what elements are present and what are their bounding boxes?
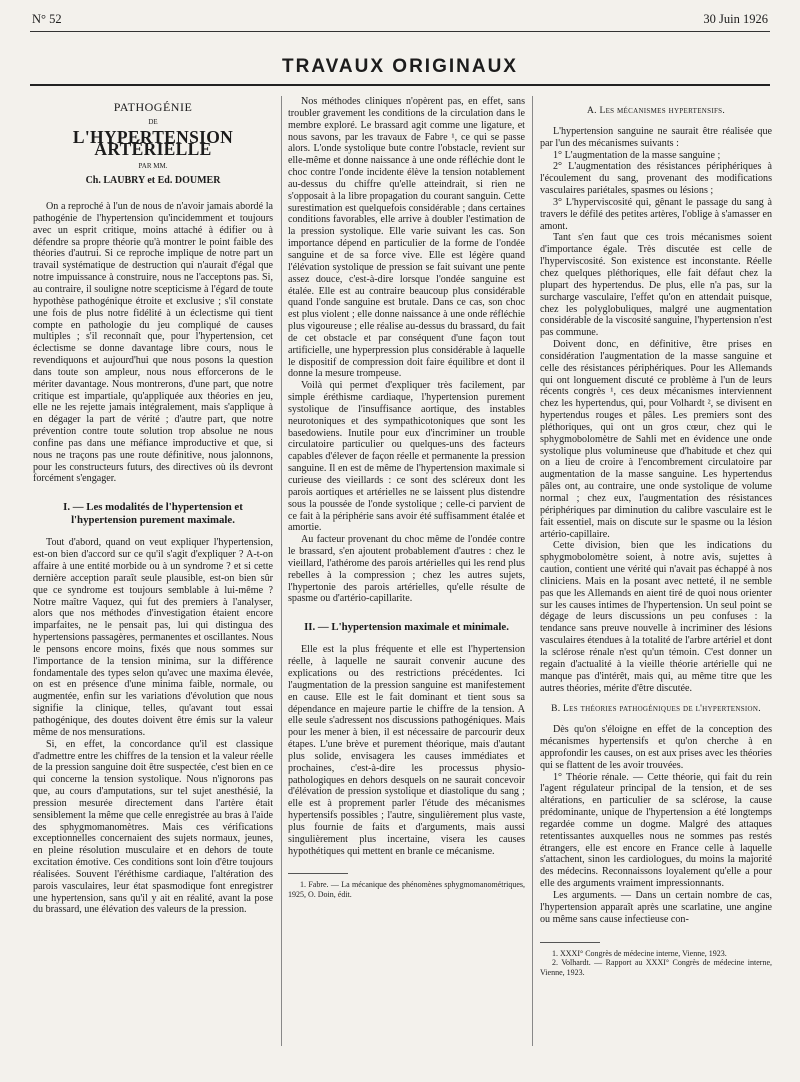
subsection-heading: B. Les théories pathogéniques de l'hypertension.: [551, 704, 761, 715]
article-title: L'HYPERTENSION ARTÉRIELLE: [72, 126, 234, 159]
header-rule: [30, 31, 770, 32]
footnote-rule: [288, 873, 348, 874]
column-3: [540, 96, 772, 1056]
running-header: [32, 12, 768, 28]
issue-date: 30 Juin 1926: [703, 12, 768, 26]
section-title: TRAVAUX ORIGINAUX: [282, 56, 518, 77]
article-authors: Ch. LAUBRY et Ed. DOUMER: [85, 175, 221, 187]
paragraph: Au facteur provenant du choc même de l'ondée contre le brassard, s'en ajoutent probablement d'autres : chez le vieillard, l'athérome des parois artérielles qui les rend plus rebelles à la compression ; chez les autres sujets, l'hypertonie des parois artérielles, qu'elle résulte de spasme ou d'artério-capillarite.: [288, 534, 525, 605]
paragraph: Tout d'abord, quand on veut expliquer l'hypertension, est-on bien d'accord sur ce qu'il s'agit d'expliquer ? A-t-on affaire à une entité morbide ou à un syndrome ? et si cette dernière acception paraît seule plausible, est-on bien sûr que ce syndrome est toujours semblable à lui-même ? Notre maître Vaquez, qui fut des premiers à l'analyser, alors que nos méthodes d'investigation étaient encore imparfaites, ne le pensait pas, lui qui distingua des hypertensions passagères, permanentes et oscillantes. Nous le pensons encore moins, fixés que nous sommes sur l'importance de la tension minima, sur la différence fondamentale des types selon qu'avec une maxima élevée, on est en présence d'une minima faible, normale, ou augmentée, enfin sur les variations d'évolution que nous signifie la clinique, telles, qu'avant tout essai pathogénique, des doutes doivent être émis sur la valeur même de nos mensurations.: [33, 537, 273, 738]
paragraph: Voilà qui permet d'expliquer très facilement, par simple éréthisme cardiaque, l'hypertension purement systolique de l'insuffisance aortique, des instables neurotoniques et des sympathicotoniques que sont les basedowiens. Inutile pour eux d'incriminer un trouble circulatoire particulier ou quelques-uns des facteurs capables d'élever de façon réelle et permanente la pression sanguine. Il en est de même de l'hypertension maximale si curieuse des vieillards : ce sont des scléreux dont les parois aortiques et artérielles ne se laissent plus distendre sous la poussée de l'onde systolique ; celle-ci parvient de ce fait à la périphérie sans avoir été suffisamment étalée et amortie.: [288, 380, 525, 534]
paragraph: Nos méthodes cliniques n'opèrent pas, en effet, sans troubler gravement les conditions de la circulation dans le membre exploré. Le brassard agit comme une ligature, et nous savons, par les travaux de Fabre ¹, ce qui se passe alors. L'onde systolique bute contre l'obstacle, revient sur elle-même et donne naissance à une onde réfléchie dont le choc contre l'onde incidente élève la tension notablement au-dessus du chiffre qu'elle atteindrait, si rien ne s'opposait à la libre propagation du courant sanguin. Cette surestimation est quelquefois considérable ; dans certaines conditions favorables, elle arrive à doubler l'estimation de la pression systolique. Elle varie suivant les cas. Son importance dépend en particulier de la forme de l'ondée sanguine et de sa force vive. Elle est légère quand l'élévation systolique de pression se fait suivant une pente assez douce, c'est-à-dire lorsque l'ondée sanguine est étalée. Elle est au contraire beaucoup plus considérable quand l'onde sanguine est brutale. Dans ce cas, son choc est plus violent ; elle donne naissance à une onde réfléchie plus vigoureuse ; elle réalise au-dessus du brassard, du fait de cet obstacle et par conséquent d'une façon tout artificielle, une hyperpression plus considérable à laquelle le dispositif de compression doit faire équilibre et dont il donne la mesure trompeuse.: [288, 96, 525, 380]
paragraph: Doivent donc, en définitive, être prises en considération l'augmentation de la masse sanguine et celle des résistances périphériques. Pour les Allemands qui ont longuement discuté ce problème à l'un de leurs récents congrès ¹, ces deux mécanismes interviennent chez les hypertendus, qui, pour Volhardt ², se divisent en hypertendus rouges et pâles. Les premiers sont des pléthoriques, qui ont un gros cœur, chez qui le sphygmobolomètre de Sahli met en évidence une onde systolique plus volumineuse que d'habitude et chez qui on a lieu de croire à l'encombrement circulatoire par augmentation de la masse sanguine. Les hypertendus pâles ont, au contraire, une onde systolique de volume normal ; chez eux, l'augmentation des résistances périphériques par diminution du calibre vasculaire est le fait essentiel, mais on discute sur le spasme ou la lésion artério-capillaire.: [540, 339, 772, 540]
column-2: [288, 96, 525, 1056]
paragraph: On a reproché à l'un de nous de n'avoir jamais abordé la pathogénie de l'hypertension qu'incidemment et toujours avec un esprit critique, moins attaché à édifier ou à défendre sa propre théorie qu'à montrer le point faible des théories d'autrui. Si ce reproche implique de notre part un travail systématique de destruction qui n'aurait d'égal que notre impuissance à construire, nous ne l'acceptons pas. Si, au contraire, il souligne notre scepticisme à l'égard de toute hypothèse pathogénique étroite et exclusive ; s'il constate une fois de plus notre fidélité à un éclectisme qui tient compte en pathologie du jeu compliqué de causes multiples ; s'il reconnaît que, pour l'hypertension, cet éclectisme se donne davantage libre cours, nous le revendiquons et aujourd'hui que nous posons la question dans toute son ampleur, nous nous efforcerons de le mériter davantage. Nous montrerons, d'une part, que notre critique est impartiale, qu'appliquée aux théories en jeu, elle ne les rejette jamais intégralement, mais s'applique à en dégager la part de vérité ; d'autre part, que notre prévention contre toute solution trop absolue ne nous confine pas dans une méfiance improductive et que, si nous ne traçons pas une route définitive, nous jalonnons, pour les constructeurs futurs, des directives où ils devront forcément s'engager.: [33, 201, 273, 485]
column-divider: [281, 96, 282, 1046]
issue-number: N° 52: [32, 12, 62, 26]
footnote: 1. Fabre. — La mécanique des phénomènes sphygmomanométriques, 1925, O. Doin, édit.: [288, 880, 525, 899]
footnote: 2. Volhardt. — Rapport au XXXI° Congrès de médecine interne, Vienne, 1923.: [540, 958, 772, 977]
subsection-heading: A. Les mécanismes hypertensifs.: [586, 106, 726, 116]
paragraph: Si, en effet, la concordance qu'il est classique d'admettre entre les chiffres de la tension et la valeur réelle de la pression sanguine doit être suspectée, c'est bien en ce qui concerne la tension systolique. Nous n'ignorons pas que, au cours d'amputations, sur tel sujet anesthésié, la pression mesurée directement dans l'artère était sensiblement la même que celle enregistrée au bras à l'aide des sphygmomanomètres. Mais ces vérifications exceptionnelles concernaient des sujets normaux, jeunes, en pleine résolution musculaire et en dehors de toute excitation émotive. Ces conditions sont loin d'être toujours réalisées. Souvent l'éréthisme cardiaque, l'altération des parois vasculaires, leur état spasmodique font enregistrer une hypertension, sans qu'il y ait en réalité, avant la pose du brassard, une élévation des valeurs de la pression.: [33, 738, 273, 916]
paragraph: 1° Théorie rénale. — Cette théorie, qui fait du rein l'agent régulateur principal de la tension, et de ses altérations, en particulier de sa sclérose, la cause prédominante, unique de l'hypertension a été longtemps regardée comme un dogme. Malgré des attaques retentissantes auxquelles nous ne sommes pas restés étrangers, elle est encore en France celle à laquelle s'attachent, sinon les cardiologues, du moins la majorité des médecins. Reconnaissons loyalement qu'elle a pour elle des arguments vraiment impressionnants.: [540, 771, 772, 890]
list-item: 2° L'augmentation des résistances périphériques à l'écoulement du sang, provenant des modifications vasculaires pariétales, spasmes ou lésions ;: [540, 161, 772, 197]
paragraph: Cette division, bien que les indications du sphygmobolomètre soient, à notre avis, sujettes à caution, contient une vérité qui n'avait pas échappé à nos cliniciens. Mais en la posant avec netteté, il ne semble pas que les Allemands en aient tiré de quoi nous orienter sur les causes intimes de l'hypertension. Un seul point se dégage de leurs discussions un peu confuses : la tendance sans preuve nouvelle à incriminer des lésions vasculaires étendues à la totalité de l'arbre artériel et dont la sclérose rénale n'est qu'un témoin. C'est donner un regain d'actualité à la vieille théorie artérielle qui ne manque pas d'intérêt, mais qui, au même titre que les autres théories, mérite d'être discutée.: [540, 540, 772, 694]
column-divider: [532, 96, 533, 1046]
article-title-small: PATHOGÉNIE: [113, 100, 193, 114]
paragraph: Elle est la plus fréquente et elle est l'hypertension réelle, à laquelle ne saurait convenir aucune des explications ou des restrictions précédentes. Ici l'augmentation de la pression sanguine est manifestement en cause. Elle est le fait dominant et tient sous sa dépendance en majeure partie le chiffre de la tension. A elle seule s'adressent nos discussions pathogéniques. Mais pour les mener à bien, il est nécessaire de parcourir deux étapes. L'une brève et purement théorique, mais d'autant plus solide, envisagera les causes immédiates et prochaines, c'est-à-dire les processus physio-pathologiques en dehors desquels on ne saurait concevoir d'élévation de pression systolique et diastolique du sang ; elle est à proprement parler l'étude des mécanismes hypertensifs possibles ; l'autre, singulièrement plus vaste, plus fournie de faits et d'arguments, mais aussi singulièrement plus incertaine, visera les causes hypothétiques qui mettent en branle ce mécanisme.: [288, 644, 525, 857]
paragraph: L'hypertension sanguine ne saurait être réalisée que par l'un des mécanismes suivants :: [540, 125, 772, 149]
section-heading: II. — L'hypertension maximale et minimale.: [304, 621, 509, 634]
section-rule: [30, 84, 770, 86]
list-item: 3° L'hyperviscosité qui, gênant le passage du sang à travers le défilé des petites artères, l'oblige à s'amasser en amont.: [540, 196, 772, 232]
authors-prefix: PAR MM.: [138, 162, 168, 171]
list-item: 1° L'augmentation de la masse sanguine ;: [553, 149, 721, 161]
paragraph: Tant s'en faut que ces trois mécanismes soient d'importance égale. Très discutée est celle de l'hyperviscosité. Son existence est inconstante. Réelle chez quelques pléthoriques, elle fait défaut chez la plupart des hypertendus. De plus, elle n'a pas, sur la surcharge vasculaire, l'effet qu'on en attendait puisque, chez les polyglobuliques, malgré une augmentation considérable de la viscosité sanguine, l'hypertension n'est pas commune.: [540, 232, 772, 339]
column-1: [33, 96, 273, 1056]
article-title-de: DE: [148, 117, 158, 126]
paragraph: Les arguments. — Dans un certain nombre de cas, l'hypertension apparaît après une scarlatine, une angine ou même sans cause infectieuse con-: [540, 890, 772, 925]
section-heading: I. — Les modalités de l'hypertension et l'hypertension purement maximale.: [63, 501, 243, 527]
paragraph: Dès qu'on s'éloigne en effet de la conception des mécanismes hypertensifs et qu'on cherche à en approfondir les causes, on est aux prises avec les théories qui se flattent de les avoir trouvées.: [540, 724, 772, 771]
footnote-rule: [540, 942, 600, 943]
footnote: 1. XXXI° Congrès de médecine interne, Vienne, 1923.: [552, 948, 727, 958]
